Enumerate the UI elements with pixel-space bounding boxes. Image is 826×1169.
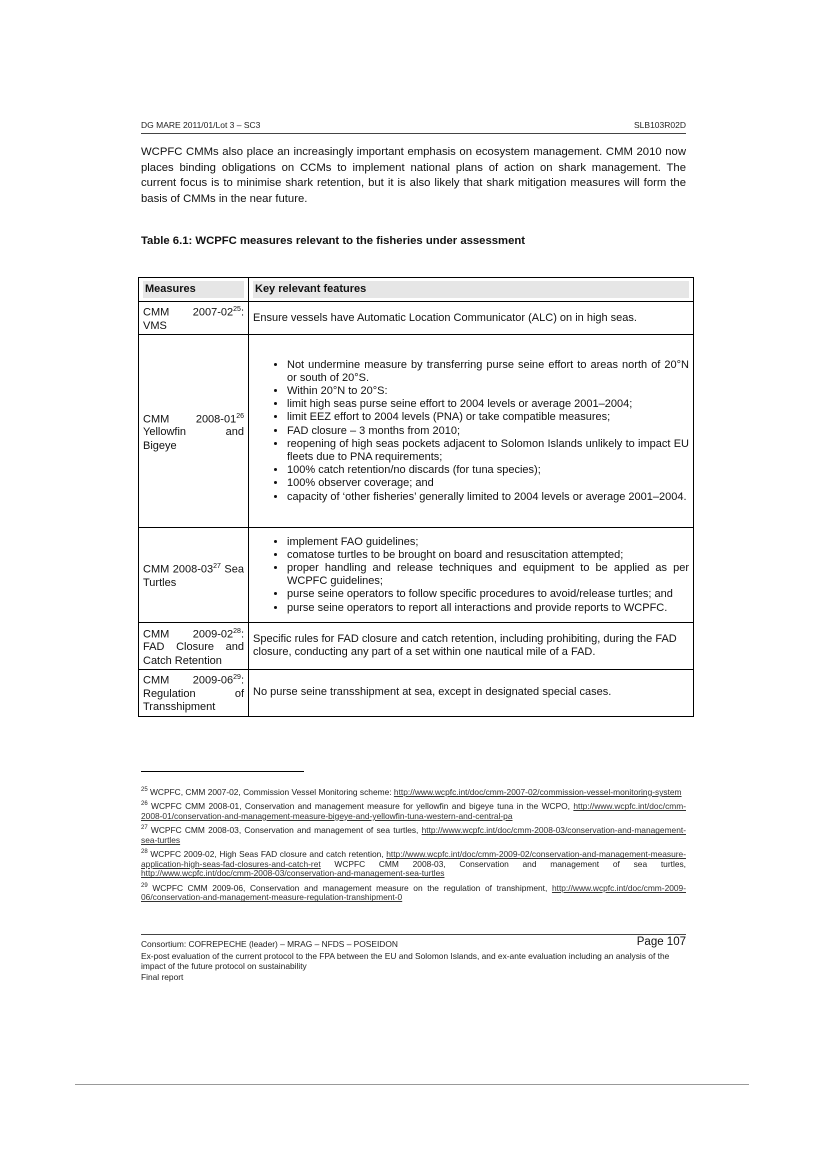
table-row xyxy=(139,528,694,623)
feature-list xyxy=(253,536,689,615)
feature-cell xyxy=(249,528,694,623)
measure-cell: CMM $2008-01^{26}$ Yellowfin and Bigeye xyxy=(139,335,249,528)
list-item: • limit EEZ effort to 2004 levels (PNA) or take compatible measures; xyxy=(287,411,689,424)
list-item: • proper handling and release techniques and equipment to be applied as per WCPFC guidelines; xyxy=(287,562,689,588)
table-row xyxy=(139,623,694,670)
list-item: • 100% observer coverage; and xyxy=(287,477,689,490)
measures-table xyxy=(138,277,694,717)
footnote-link[interactable]: http://www.wcpfc.int/doc/cmm-2009-02/conservation-and-management-measure-application-high-seas-fad-closures-and-catch-ret xyxy=(141,849,686,869)
footnote-link[interactable]: http://www.wcpfc.int/doc/cmm-2009-06/conservation-and-management-measure-regulation-transhipment-0 xyxy=(141,882,686,903)
footnote-ref: 28 xyxy=(233,627,241,635)
footnote-link[interactable]: http://www.wcpfc.int/doc/cmm-2008-03/conservation-and-management-sea-turtles xyxy=(141,825,686,845)
footer-description: Ex-post evaluation of the current protocol to the FPA between the EU and Solomon Islands, and ex-ante evaluation including an analysis of the impact of the future protocol on sustainability xyxy=(141,951,670,972)
list-item: • purse seine operators to follow specific procedures to avoid/release turtles; and xyxy=(287,588,689,601)
list-item: • Within 20°N to 20°S: xyxy=(287,385,689,398)
list-item: • 100% catch retention/no discards (for tuna species); xyxy=(287,464,689,477)
measure-cell: CMM $2007-02^{25}$: VMS xyxy=(139,302,249,335)
footnote: $^{29}$ WCPFC CMM 2009-06, Conservation and management measure on the regulation of transhipment, http://www.wcpfc.int/doc/cmm-2009-06/conservation-and-management-measure-regulation-transhipment-0 xyxy=(141,882,686,903)
header-key-features: Key relevant features xyxy=(249,278,694,302)
table-row xyxy=(139,670,694,716)
list-item: • FAD closure – 3 months from 2010; xyxy=(287,425,689,438)
feature-cell xyxy=(249,335,694,528)
table-row xyxy=(139,302,694,335)
page-footer xyxy=(141,934,686,982)
footer-report-type: Final report xyxy=(141,971,184,982)
measure-cell: CMM $2009-02^{28}$: FAD Closure and Catch Retention xyxy=(139,623,249,670)
list-item: • reopening of high seas pockets adjacent to Solomon Islands unlikely to impact EU fleets due to PNA requirements; xyxy=(287,438,689,464)
measure-cell: CMM $2008-03^{27}$ Sea Turtles xyxy=(139,528,249,623)
feature-list xyxy=(253,359,689,504)
feature-cell: Specific rules for FAD closure and catch retention, including prohibiting, during the FAD closure, conducting any part of a set within one nautical mile of a FAD. xyxy=(249,623,694,670)
footnote: $^{28}$ WCPFC 2009-02, High Seas FAD closure and catch retention, http://www.wcpfc.int/doc/cmm-2009-02/conservation-and-management-measure-application-high-seas-fad-closures-and-catch-ret WCPFC CMM 2008-03, Conservation and management of sea turtles, http://www.wcpfc.int/doc/cmm-2008-03/conservation-and-management-sea-turtles xyxy=(141,849,686,879)
bottom-rule xyxy=(75,1084,749,1085)
footer-consortium: Consortium: COFREPECHE (leader) – MRAG – NFDS – POSEIDON xyxy=(141,939,398,949)
feature-cell: Ensure vessels have Automatic Location Communicator (ALC) on in high seas. xyxy=(249,302,694,335)
table-caption: Table 6.1: WCPFC measures relevant to the fisheries under assessment xyxy=(141,235,526,247)
footnote: $^{27}$ WCPFC CMM 2008-03, Conservation and management of sea turtles, http://www.wcpfc.int/doc/cmm-2008-03/conservation-and-management-sea-turtles xyxy=(141,825,686,845)
footnote-ref: 26 xyxy=(236,412,244,420)
footnote-link[interactable]: http://www.wcpfc.int/doc/cmm-2008-01/conservation-and-management-measure-bigeye-and-yellowfin-tuna-western-and-central-pa xyxy=(141,801,686,821)
footnote-separator xyxy=(141,771,304,772)
feature-cell: No purse seine transshipment at sea, except in designated special cases. xyxy=(249,670,694,716)
footnote-link[interactable]: http://www.wcpfc.int/doc/cmm-2008-03/conservation-and-management-sea-turtles xyxy=(141,868,445,879)
list-item: • limit high seas purse seine effort to 2004 levels or average 2001–2004; xyxy=(287,398,689,411)
list-item: • implement FAO guidelines; xyxy=(287,536,689,549)
header-doc-code: SLB103R02D xyxy=(634,120,686,130)
measure-cell: CMM $2009-06^{29}$: Regulation of Transshipment xyxy=(139,670,249,716)
list-item: • Not undermine measure by transferring purse seine effort to areas north of 20°N or south of 20°S. xyxy=(287,359,689,385)
page-header xyxy=(141,119,686,134)
page-number: Page 107 xyxy=(636,936,686,948)
table-header-row xyxy=(139,278,694,302)
header-measures: Measures xyxy=(139,278,249,302)
list-item: • capacity of ‘other fisheries’ generally limited to 2004 levels or average 2001–2004. xyxy=(287,491,689,504)
footnotes xyxy=(141,786,686,906)
header-project-ref: DG MARE 2011/01/Lot 3 – SC3 xyxy=(141,120,261,130)
footnote-link[interactable]: http://www.wcpfc.int/doc/cmm-2007-02/commission-vessel-monitoring-system xyxy=(393,786,682,797)
table-row xyxy=(139,335,694,528)
footnote: $^{25}$ WCPFC, CMM 2007-02, Commission Vessel Monitoring scheme: http://www.wcpfc.int/doc/cmm-2007-02/commission-vessel-monitoring-system xyxy=(141,786,682,797)
footnote-ref: 27 xyxy=(213,563,221,571)
footnote: $^{26}$ WCPFC CMM 2008-01, Conservation and management measure for yellowfin and bigeye tuna in the WCPO, http://www.wcpfc.int/doc/cmm-2008-01/conservation-and-management-measure-bigeye-and-yellowfin-tuna-western-and-central-pa xyxy=(141,801,686,821)
footnote-ref: 29 xyxy=(233,674,241,682)
list-item: • comatose turtles to be brought on board and resuscitation attempted; xyxy=(287,549,689,562)
footnote-ref: 25 xyxy=(233,306,241,314)
intro-paragraph: WCPFC CMMs also place an increasingly important emphasis on ecosystem management. CMM 2010 now places binding obligations on CCMs to implement national plans of action on shark management. The current focus is to minimise shark retention, but it is also likely that shark mitigation measures will form the basis of CMMs in the near future. xyxy=(141,146,686,205)
list-item: • purse seine operators to report all interactions and provide reports to WCPFC. xyxy=(287,602,689,615)
